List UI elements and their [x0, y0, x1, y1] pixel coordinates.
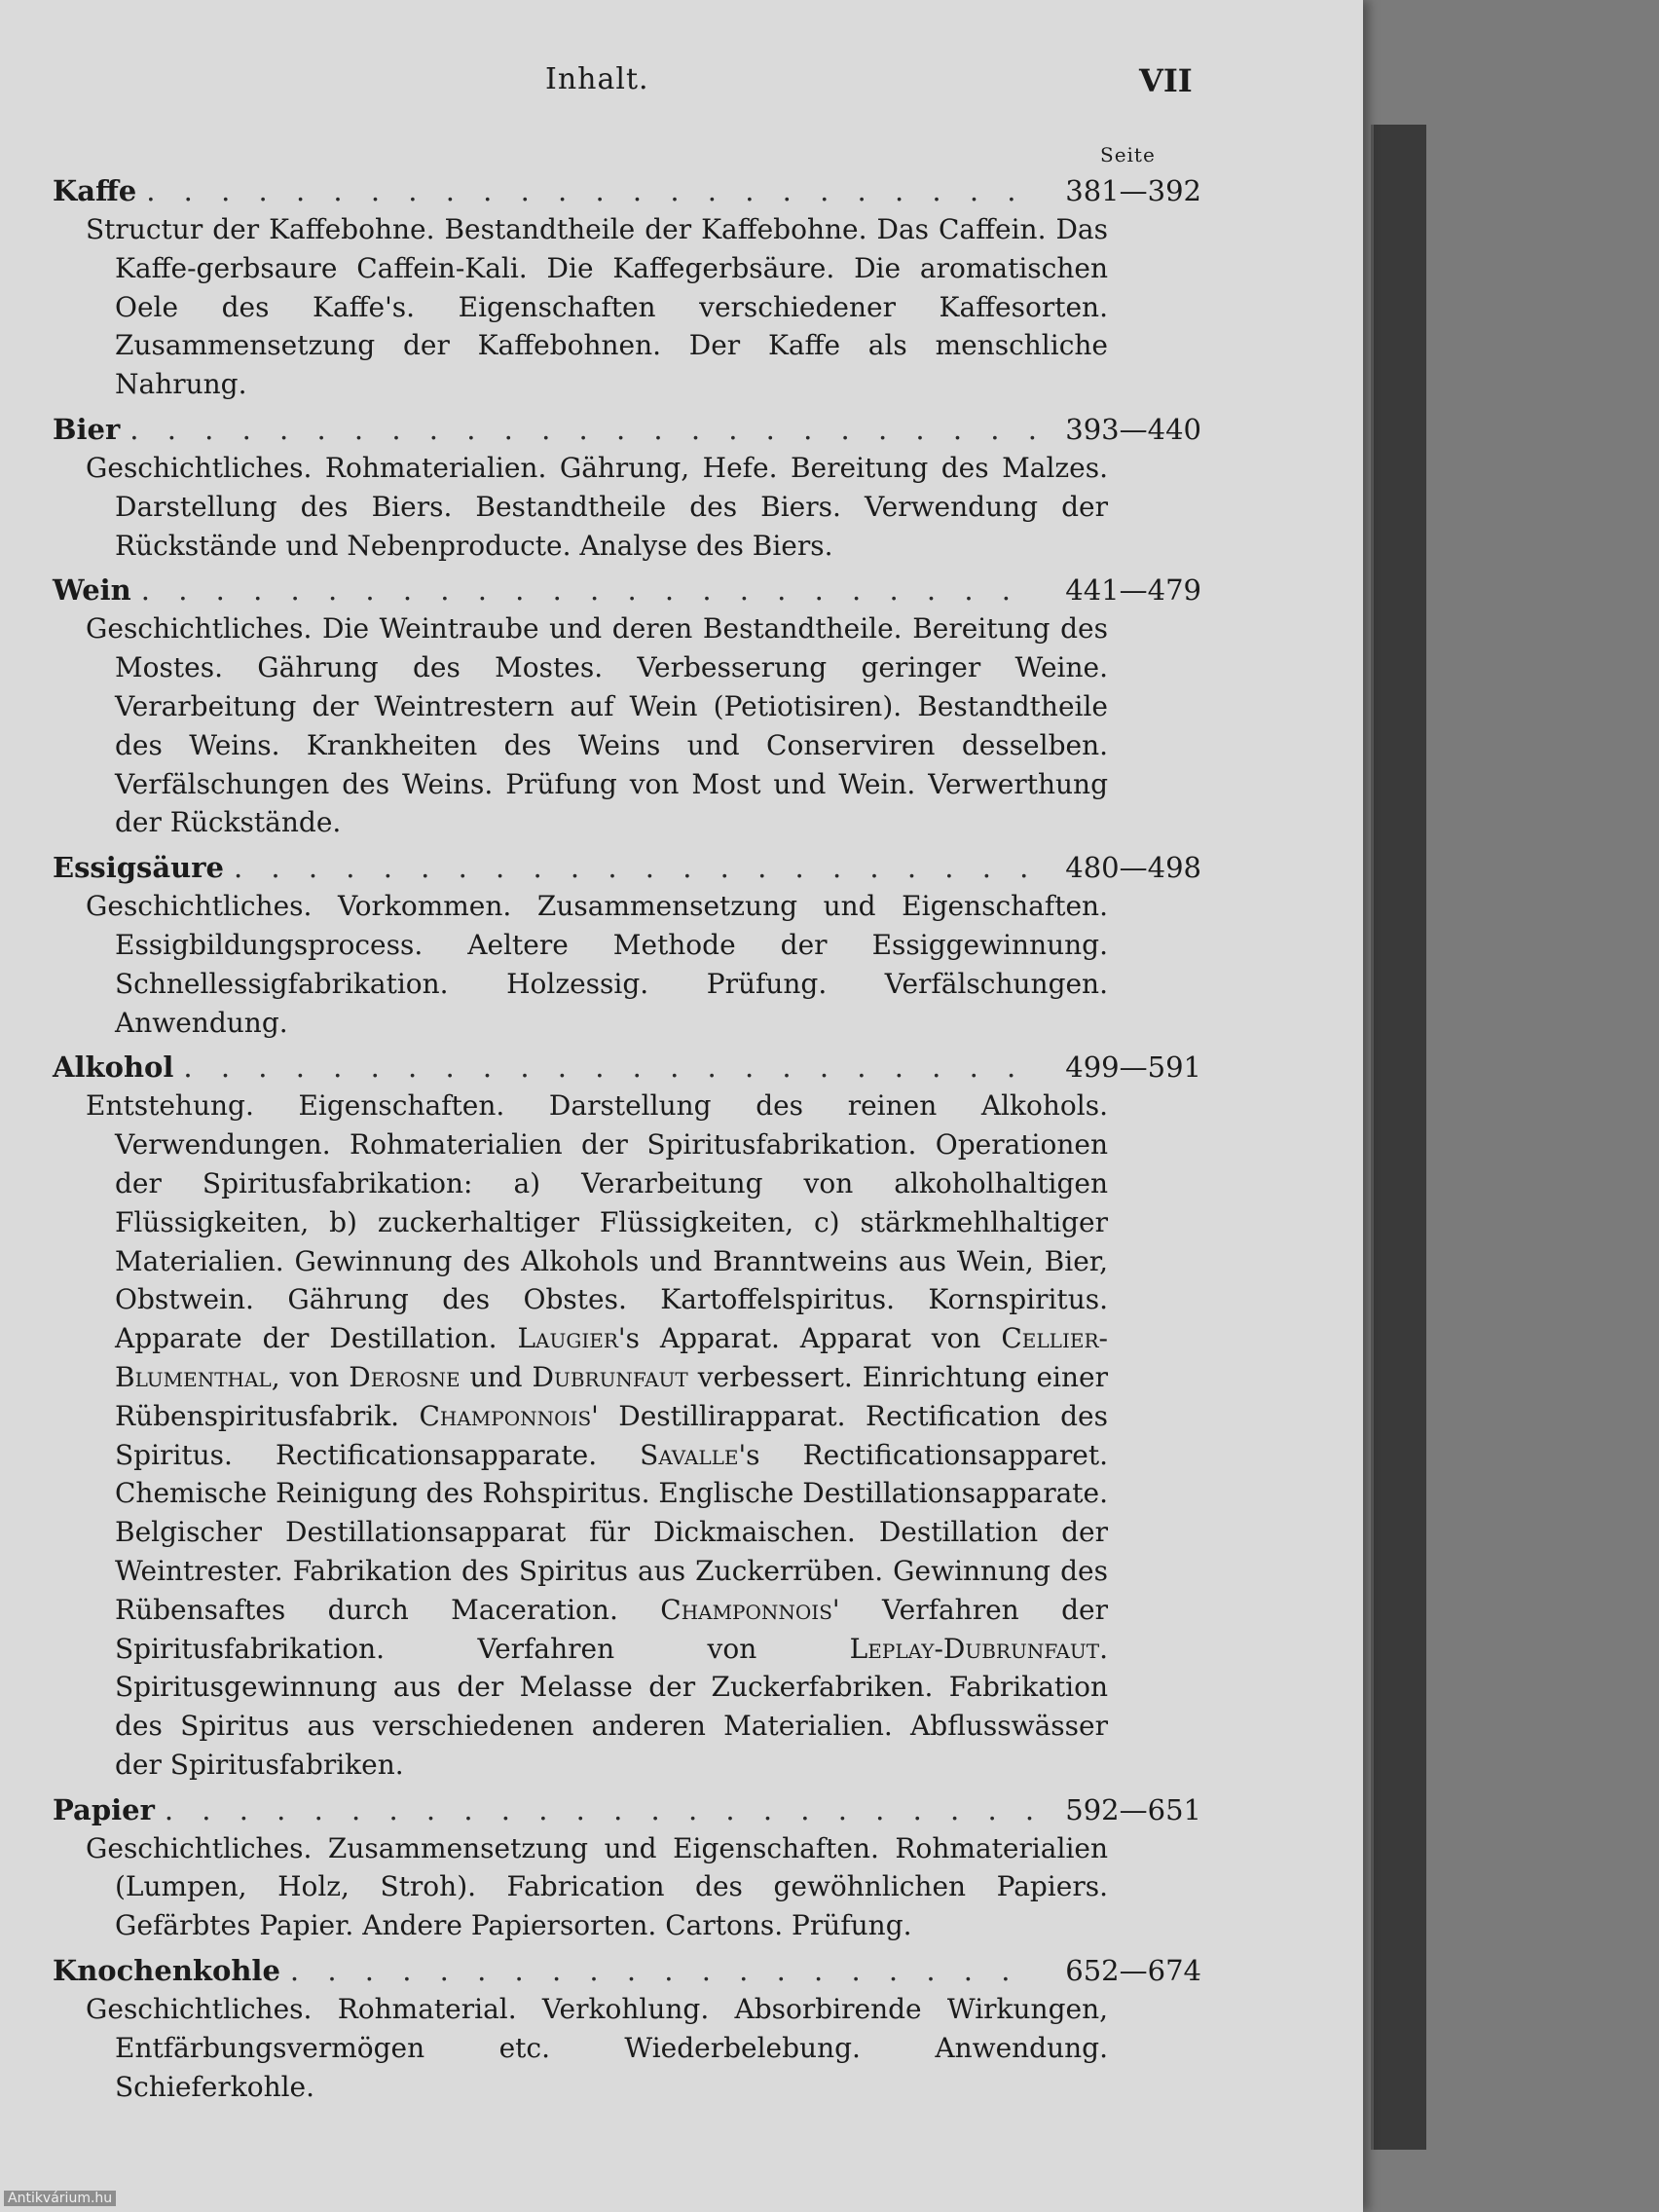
pages-column-label: Seite: [1100, 143, 1156, 166]
description-text: Entstehung. Eigenschaften. Darstellung des reinen Alkohols. Verwendungen. Rohmaterialien der Spiritusfabrikation. Operationen der Spiritusfabrikation: a) Verarbeitung von alkoholhaltigen Flüssigkeiten, b) zuckerhaltiger Flüssigkeiten, c) stärkmehlhaltiger Materialien. Gewinnung des Alkohols und Branntweins aus Wein, Bier, Obstwein. Gährung des Obstes. Kartoffelspiritus. Kornspiritus. Apparate der Destillation.: [86, 1089, 1108, 1355]
author-name: Cellier-Blumenthal: [115, 1322, 1108, 1393]
toc-entry-essigsaeure: [53, 848, 1201, 1042]
toc-entry-head: [53, 848, 1201, 887]
toc-entry-pages: 592—651: [1065, 1792, 1201, 1826]
author-name: Champonnois: [660, 1593, 832, 1626]
toc-entry-head: [53, 1951, 1201, 1990]
dot-leader: [141, 571, 1036, 609]
toc-entry-head: [53, 1048, 1201, 1087]
toc-entry-description: Geschichtliches. Rohmaterial. Verkohlung. Absorbirende Wirkungen, Entfärbungsvermögen etc. Wiederbelebung. Anwendung. Schieferkohle.: [86, 1993, 1108, 2103]
description-text: , von: [271, 1360, 350, 1393]
description-text: . Spiritusgewinnung aus der Melasse der Zuckerfabriken. Fabrikation des Spiritus aus verschiedenen anderen Materialien. Abflusswässer der Spiritusfabriken.: [115, 1632, 1108, 1781]
toc-entry-description: Geschichtliches. Zusammensetzung und Eigenschaften. Rohmaterialien (Lumpen, Holz, Stroh). Fabrication des gewöhnlichen Papiers. Gefärbtes Papier. Andere Papiersorten. Cartons. Prüfung.: [86, 1831, 1108, 1942]
toc-entry-description: Geschichtliches. Die Weintraube und deren Bestandtheile. Bereitung des Mostes. Gährung des Mostes. Verbesserung geringer Weine. Verarbeitung der Weintrestern auf Wein (Petiotisiren). Bestandtheile des Weins. Krankheiten des Weins und Conserviren desselben. Verfälschungen des Weins. Prüfung von Most und Wein. Verwerthung der Rückstände.: [86, 612, 1108, 839]
description-text: 's Rectificationsapparet. Chemische Reinigung des Rohspiritus. Englische Destillationsapparate. Belgischer Destillationsapparat für Dickmaischen. Destillation der Weintrester. Fabrikation des Spiritus aus Zuckerrüben. Gewinnung des Rübensaftes durch Maceration.: [115, 1438, 1108, 1626]
dot-leader: [290, 1951, 1036, 1990]
toc-entry-pages: 381—392: [1065, 174, 1201, 207]
description-text: verbessert. Einrichtung einer Rübenspiritusfabrik.: [115, 1360, 1108, 1432]
page-number: VII: [1139, 62, 1193, 99]
toc-entry-head: [53, 171, 1201, 210]
dot-leader: [234, 848, 1036, 887]
author-name: Dubrunfaut: [532, 1360, 688, 1393]
toc-entry-description: [86, 1087, 1108, 1784]
author-name: Leplay-Dubrunfaut: [849, 1632, 1100, 1665]
author-name: Derosne: [349, 1360, 461, 1393]
toc-entry-title: Knochenkohle: [53, 1954, 280, 1988]
toc-entry-title: Papier: [53, 1792, 155, 1826]
description-text: und: [460, 1360, 533, 1393]
author-name: Champonnois: [419, 1399, 592, 1432]
dot-leader: [183, 1048, 1036, 1087]
toc-entry-head: [53, 410, 1201, 449]
toc-entry-pages: 480—498: [1065, 851, 1201, 885]
toc-entry-pages: 441—479: [1065, 573, 1201, 608]
toc-entry-title: Alkohol: [53, 1051, 174, 1085]
dot-leader: [165, 1790, 1036, 1829]
toc-entry-head: [53, 1790, 1201, 1829]
table-of-contents: [53, 171, 1201, 2112]
running-head-title: Inhalt.: [545, 62, 649, 96]
toc-entry-kaffe: [53, 171, 1201, 404]
toc-entry-title: Essigsäure: [53, 851, 224, 885]
toc-entry-description: Geschichtliches. Rohmaterialien. Gährung, Hefe. Bereitung des Malzes. Darstellung des Biers. Bestandtheile des Biers. Verwendung der Rückstände und Nebenproducte. Analyse des Biers.: [86, 451, 1108, 562]
toc-entry-papier: [53, 1790, 1201, 1945]
dot-leader: [129, 410, 1036, 449]
toc-entry-pages: 652—674: [1065, 1954, 1201, 1988]
author-name: Laugier: [517, 1322, 618, 1355]
dot-leader: [146, 171, 1036, 210]
toc-entry-pages: 499—591: [1065, 1051, 1201, 1085]
description-text: 's Apparat. Apparat von: [617, 1322, 1002, 1355]
toc-entry-title: Wein: [53, 573, 131, 608]
toc-entry-title: Kaffe: [53, 174, 137, 207]
toc-entry-wein: [53, 571, 1201, 842]
author-name: Savalle: [640, 1438, 739, 1471]
toc-entry-description: Geschichtliches. Vorkommen. Zusammensetzung und Eigenschaften. Essigbildungsprocess. Aeltere Methode der Essiggewinnung. Schnellessigfabrikation. Holzessig. Prüfung. Verfälschungen. Anwendung.: [86, 890, 1108, 1039]
toc-entry-alkohol: [53, 1048, 1201, 1784]
book-spine: [1371, 125, 1426, 2150]
description-text: ' Destillirapparat. Rectification des Spiritus. Rectificationsapparate.: [115, 1399, 1108, 1471]
toc-entry-title: Bier: [53, 412, 121, 446]
toc-entry-head: [53, 571, 1201, 609]
description-text: ' Verfahren der Spiritusfabrikation. Verfahren von: [115, 1593, 1108, 1665]
toc-entry-description: Structur der Kaffebohne. Bestandtheile der Kaffebohne. Das Caffein. Das Kaffe-gerbsaure Caffein-Kali. Die Kaffegerbsäure. Die aromatischen Oele des Kaffe's. Eigenschaften verschiedener Kaffesorten. Zusammensetzung der Kaffebohnen. Der Kaffe als menschliche Nahrung.: [86, 213, 1108, 401]
toc-entry-knochenkohle: [53, 1951, 1201, 2106]
toc-entry-bier: [53, 410, 1201, 565]
watermark: Antikvárium.hu: [4, 2191, 116, 2206]
toc-entry-pages: 393—440: [1065, 412, 1201, 446]
